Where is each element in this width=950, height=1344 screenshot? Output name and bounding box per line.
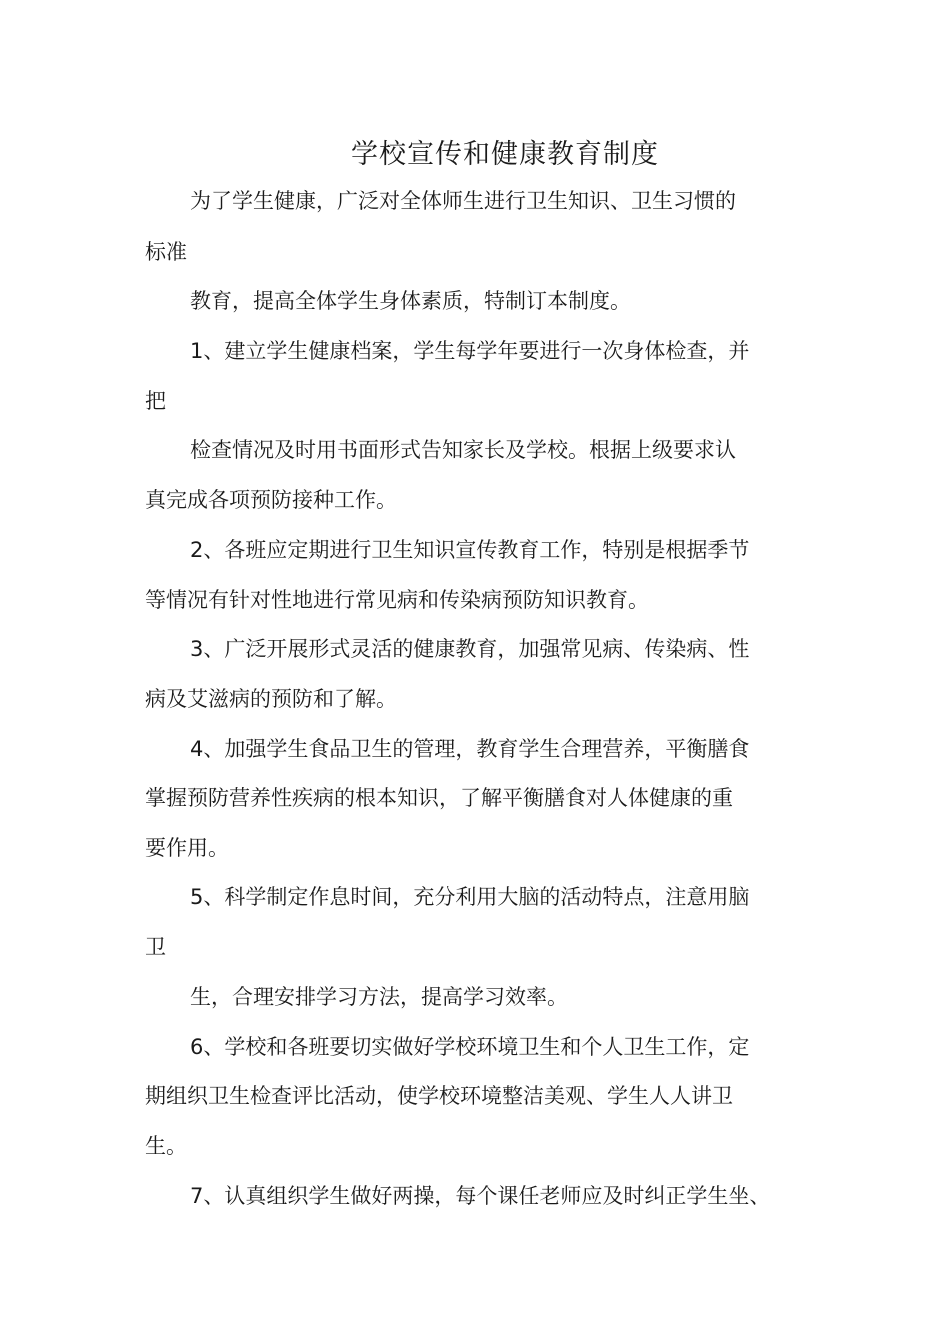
text-line: 把: [145, 389, 166, 413]
text-line: 检查情况及时用书面形式告知家长及学校。根据上级要求认: [190, 438, 736, 462]
text-line: 生。: [145, 1134, 187, 1158]
text-line: 为了学生健康，广泛对全体师生进行卫生知识、卫生习惯的: [190, 189, 736, 213]
text-line: 病及艾滋病的预防和了解。: [145, 687, 397, 711]
text-line: 等情况有针对性地进行常见病和传染病预防知识教育。: [145, 588, 649, 612]
text-line: 要作用。: [145, 836, 229, 860]
text-line: 掌握预防营养性疾病的根本知识，了解平衡膳食对人体健康的重: [145, 786, 733, 810]
text-line: 期组织卫生检查评比活动，使学校环境整洁美观、学生人人讲卫: [145, 1084, 733, 1108]
text-line: 真完成各项预防接种工作。: [145, 488, 397, 512]
text-line: 7、认真组织学生做好两操，每个课任老师应及时纠正学生坐、: [190, 1184, 771, 1208]
text-line: 卫: [145, 935, 166, 959]
document-title: 学校宣传和健康教育制度: [351, 139, 659, 170]
text-line: 生，合理安排学习方法，提高学习效率。: [190, 985, 568, 1009]
text-line: 标准: [145, 240, 187, 264]
text-line: 教育，提高全体学生身体素质，特制订本制度。: [190, 289, 631, 313]
text-line: 5、科学制定作息时间，充分利用大脑的活动特点，注意用脑: [190, 885, 750, 909]
text-line: 1、建立学生健康档案，学生每学年要进行一次身体检查，并: [190, 339, 750, 363]
text-line: 2、各班应定期进行卫生知识宣传教育工作，特别是根据季节: [190, 538, 750, 562]
text-line: 3、广泛开展形式灵活的健康教育，加强常见病、传染病、性: [190, 637, 750, 661]
text-line: 6、学校和各班要切实做好学校环境卫生和个人卫生工作，定: [190, 1035, 750, 1059]
text-line: 4、加强学生食品卫生的管理，教育学生合理营养，平衡膳食: [190, 737, 750, 761]
